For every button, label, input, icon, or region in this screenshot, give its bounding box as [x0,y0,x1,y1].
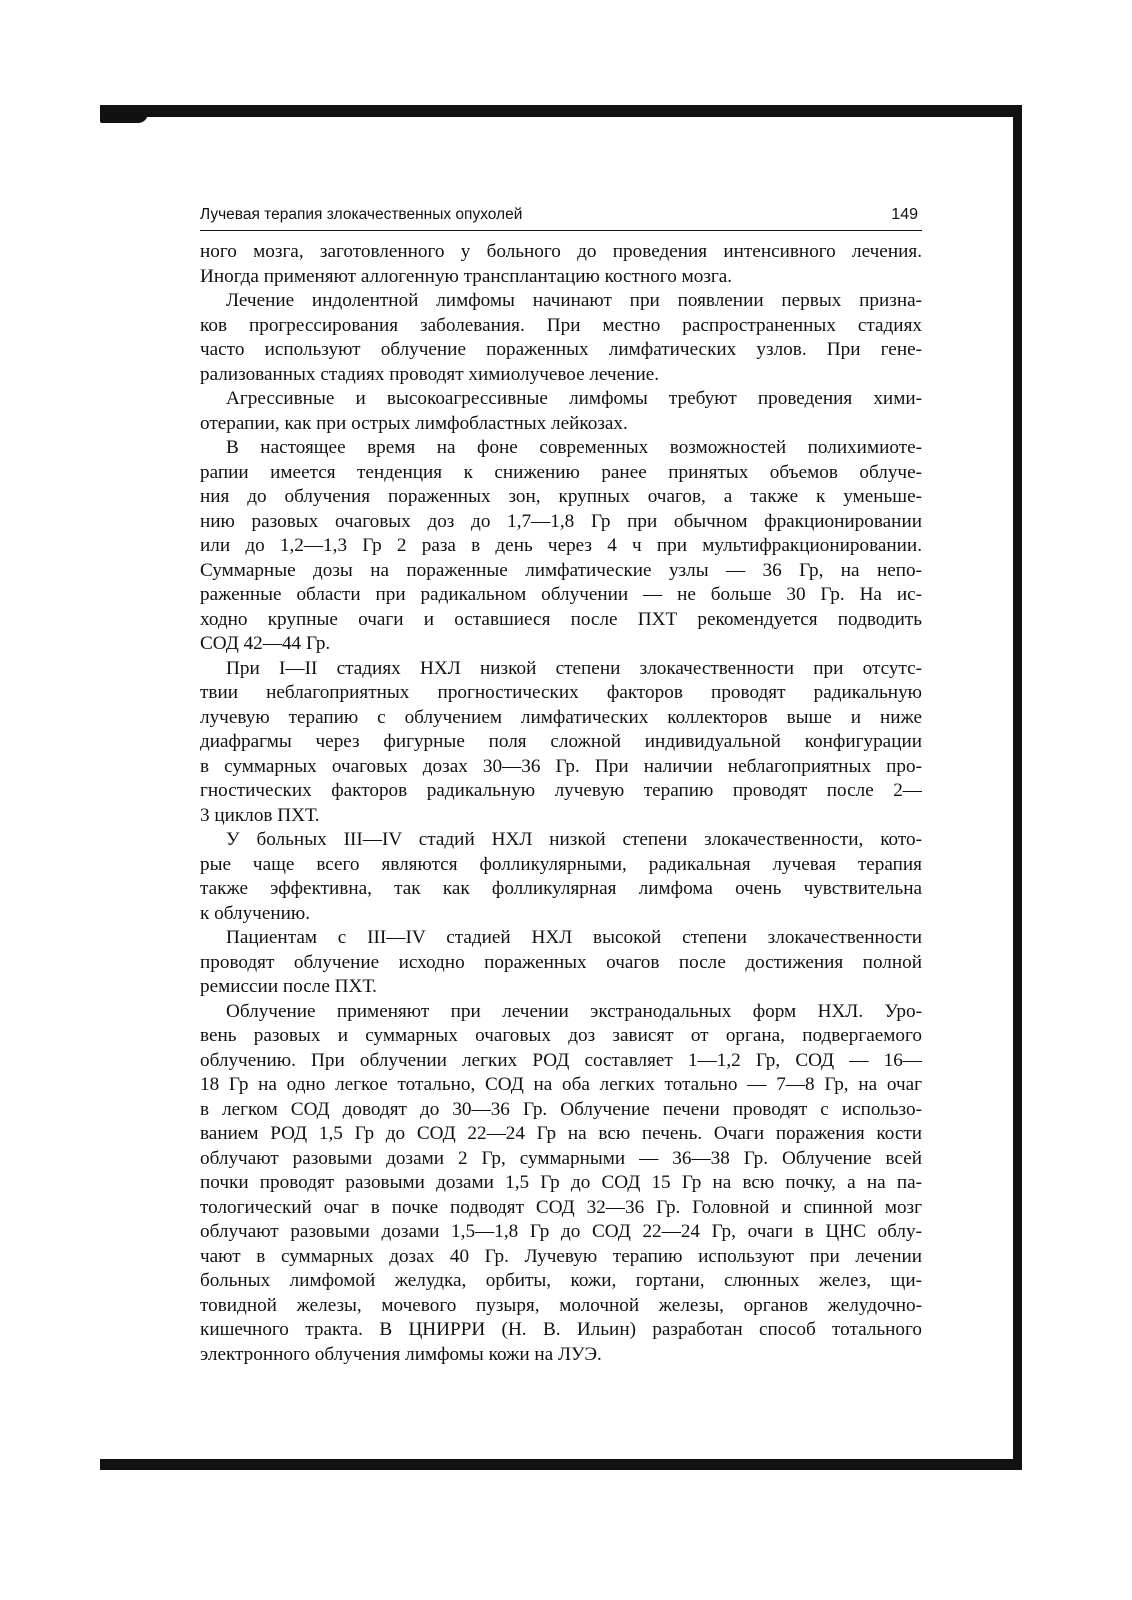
paragraph [200,926,922,1000]
text-line: ванием РОД 1,5 Гр до СОД 22—24 Гр на всю печень. Очаги поражения кости [200,1123,922,1144]
text-line: Лечение индолентной лимфомы начинают при появлении первых призна- [226,290,922,311]
text-line: У больных III—IV стадий НХЛ низкой степени злокачественности, кото- [226,829,922,850]
text-line: рализованных стадиях проводят химиолучевое лечение. [200,363,660,385]
text-line: кишечного тракта. В ЦНИРРИ (Н. В. Ильин) разработан способ тотального [200,1319,922,1340]
text-line: ния до облучения пораженных зон, крупных очагов, а также к уменьше- [200,486,922,507]
text-line: чают в суммарных дозах 40 Гр. Лучевую терапию используют при лечении [200,1245,922,1267]
text-line: ремиссии после ПХТ. [200,976,377,997]
text-line: рые чаще всего являются фолликулярными, радикальная лучевая терапия [200,853,922,875]
paragraph [200,289,922,387]
text-line: ного мозга, заготовленного у больного до проведения интенсивного лечения. [200,241,922,262]
text-line: Суммарные дозы на пораженные лимфатические узлы — 36 Гр, на непо- [200,559,922,581]
paragraph [200,657,922,829]
text-line: Облучение применяют при лечении экстранодальных форм НХЛ. Уро- [226,1000,922,1022]
page-number: 149 [891,206,918,223]
page-border-right [1013,105,1022,1470]
text-line: в легком СОД доводят до 30—36 Гр. Облучение печени проводят с использо- [200,1098,922,1120]
text-line: В настоящее время на фоне современных возможностей полихимиоте- [226,437,922,458]
running-header [200,204,922,231]
text-line: отерапии, как при острых лимфобластных лейкозах. [200,412,628,434]
page-border-bottom [100,1459,1022,1470]
text-line: раженные области при радикальном облучении — не больше 30 Гр. На ис- [200,584,922,605]
text-line: ков прогрессирования заболевания. При местно распространенных стадиях [200,314,922,336]
text-line: проводят облучение исходно пораженных очагов после достижения полной [200,951,922,973]
text-line: Пациентам с III—IV стадией НХЛ высокой степени злокачественности [226,927,922,948]
paragraph [200,240,922,289]
text-line: 18 Гр на одно легкое тотально, СОД на оба легких тотально — 7—8 Гр, на очаг [200,1074,922,1095]
text-line: Агрессивные и высокоагрессивные лимфомы требуют проведения хими- [226,388,922,409]
text-line: облучают разовыми дозами 1,5—1,8 Гр до СОД 22—24 Гр, очаги в ЦНС облу- [200,1221,922,1242]
text-line: электронного облучения лимфомы кожи на ЛУЭ. [200,1343,602,1365]
text-line: ходно крупные очаги и оставшиеся после ПХТ рекомендуется подводить [200,608,922,630]
text-line: облучают разовыми дозами 2 Гр, суммарными — 36—38 Гр. Облучение всей [200,1147,922,1169]
text-line: гностических факторов радикальную лучевую терапию проводят после 2— [200,780,922,801]
text-line: нию разовых очаговых доз до 1,7—1,8 Гр при обычном фракционировании [200,510,922,532]
page-border-corner [100,113,148,123]
text-line: 3 циклов ПХТ. [200,804,320,826]
text-line: Иногда применяют аллогенную трансплантацию костного мозга. [200,265,733,287]
text-line: лучевую терапию с облучением лимфатических коллекторов выше и ниже [200,706,922,728]
text-line: облучению. При облучении легких РОД составляет 1—1,2 Гр, СОД — 16— [200,1049,922,1071]
paragraph [200,387,922,436]
text-line: При I—II стадиях НХЛ низкой степени злокачественности при отсутс- [226,657,922,679]
text-line: также эффективна, так как фолликулярная лимфома очень чувствительна [200,878,922,899]
paragraph [200,436,922,657]
text-line: или до 1,2—1,3 Гр 2 раза в день через 4 ч при мультифракционировании. [200,535,922,556]
text-line: в суммарных очаговых дозах 30—36 Гр. При наличии неблагоприятных про- [200,755,922,777]
text-line: вень разовых и суммарных очаговых доз зависят от органа, подвергаемого [200,1025,922,1046]
paragraph [200,828,922,926]
text-line: СОД 42—44 Гр. [200,633,331,654]
body-text [200,240,922,1367]
text-line: тологический очаг в почке подводят СОД 32—36 Гр. Головной и спинной мозг [200,1196,922,1218]
page-border-top [100,105,1022,117]
text-line: к облучению. [200,902,310,924]
text-line: диафрагмы через фигурные поля сложной индивидуальной конфигурации [200,731,922,752]
text-line: товидной железы, мочевого пузыря, молочной железы, органов желудочно- [200,1294,922,1316]
running-header-title: Лучевая терапия злокачественных опухолей [200,206,523,223]
text-line: твии неблагоприятных прогностических факторов проводят радикальную [200,682,922,703]
text-line: больных лимфомой желудка, орбиты, кожи, гортани, слюнных желез, щи- [200,1270,922,1291]
paragraph [200,1000,922,1368]
text-line: часто используют облучение пораженных лимфатических узлов. При гене- [200,339,922,360]
text-line: рапии имеется тенденция к снижению ранее принятых объемов облуче- [200,461,922,483]
text-line: почки проводят разовыми дозами 1,5 Гр до СОД 15 Гр на всю почку, а на па- [200,1172,922,1193]
